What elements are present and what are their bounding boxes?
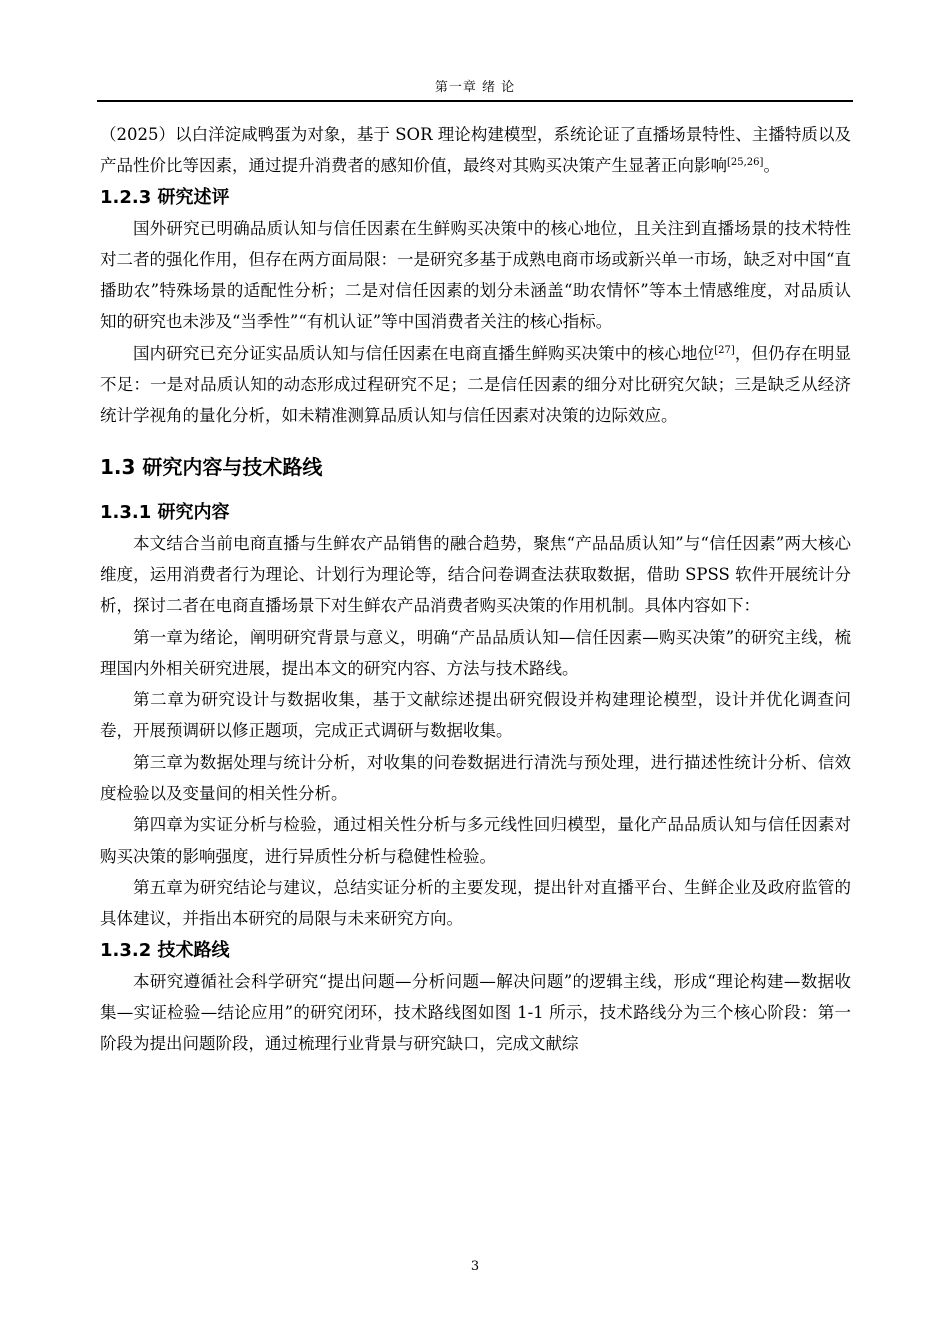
section-heading-1-2-3: 1.2.3 研究述评 (100, 186, 230, 208)
section-heading-1-3-1: 1.3.1 研究内容 (100, 501, 230, 523)
paragraph-chapter-5: 第五章为研究结论与建议，总结实证分析的主要发现，提出针对直播平台、生鲜企业及政府监管的具体建议，并指出本研究的局限与未来研究方向。 (100, 877, 851, 929)
paragraph-tail: 。 (763, 156, 780, 176)
header-rule (97, 100, 853, 102)
paragraph-tail: ，但仍存在明显不足：一是对品质认知的动态形成过程研究不足；二是信任因素的细分对比研究欠缺；三是缺乏从经济统计学视角的量化分析，如未精准测算品质认知与信任因素对决策的边际效应。 (100, 343, 852, 426)
paragraph-domestic-review (100, 338, 851, 432)
paragraph-chapter-2: 第二章为研究设计与数据收集，基于文献综述提出研究假设并构建理论模型，设计并优化调查问卷，开展预调研以修正题项，完成正式调研与数据收集。 (100, 690, 851, 741)
page-number: 3 (470, 1259, 480, 1274)
section-heading-1-3-2: 1.3.2 技术路线 (100, 939, 230, 961)
running-header: 第一章 绪 论 (434, 80, 516, 95)
paragraph-technical-route: 本研究遵循社会科学研究“提出问题—分析问题—解决问题”的逻辑主线，形成“理论构建—数据收集—实证检验—结论应用”的研究闭环，技术路线图如图 1-1 所示，技术路线分为三个核心阶段：第一阶段为提出问题阶段，通过梳理行业背景与研究缺口，完成文献综 (100, 971, 851, 1054)
paragraph-citation-continuation (100, 119, 851, 182)
paragraph-chapter-1: 第一章为绪论，阐明研究背景与意义，明确“产品品质认知—信任因素—购买决策”的研究主线，梳理国内外相关研究进展，提出本文的研究内容、方法与技术路线。 (100, 627, 851, 678)
paragraph-text: （2025）以白洋淀咸鸭蛋为对象，基于 SOR 理论构建模型，系统论证了直播场景特性、主播特质以及产品性价比等因素，通过提升消费者的感知价值，最终对其购买决策产生显著正向影响 (100, 125, 851, 176)
paragraph-research-content: 本文结合当前电商直播与生鲜农产品销售的融合趋势，聚焦“产品品质认知”与“信任因素”两大核心维度，运用消费者行为理论、计划行为理论等，结合问卷调查法获取数据，借助 SPSS 软件开展统计分析，探讨二者在电商直播场景下对生鲜农产品消费者购买决策的作用机制。具体内容如下： (100, 533, 851, 616)
page-body (100, 119, 851, 1059)
section-heading-1-3: 1.3 研究内容与技术路线 (100, 454, 323, 479)
paragraph-chapter-4: 第四章为实证分析与检验，通过相关性分析与多元线性回归模型，量化产品品质认知与信任因素对购买决策的影响强度，进行异质性分析与稳健性检验。 (100, 815, 851, 866)
citation-ref: [25,26] (727, 157, 764, 169)
paragraph-chapter-3: 第三章为数据处理与统计分析，对收集的问卷数据进行清洗与预处理，进行描述性统计分析、信效度检验以及变量间的相关性分析。 (100, 752, 851, 804)
paragraph-foreign-review: 国外研究已明确品质认知与信任因素在生鲜购买决策中的核心地位，且关注到直播场景的技术特性对二者的强化作用，但存在两方面局限：一是研究多基于成熟电商市场或新兴单一市场，缺乏对中国“直播助农”特殊场景的适配性分析；二是对信任因素的划分未涵盖“助农情怀”等本土情感维度，对品质认知的研究也未涉及“当季性”“有机认证”等中国消费者关注的核心指标。 (100, 218, 851, 332)
paragraph-text: 国内研究已充分证实品质认知与信任因素在电商直播生鲜购买决策中的核心地位 (133, 343, 715, 363)
citation-ref: [27] (714, 344, 735, 356)
